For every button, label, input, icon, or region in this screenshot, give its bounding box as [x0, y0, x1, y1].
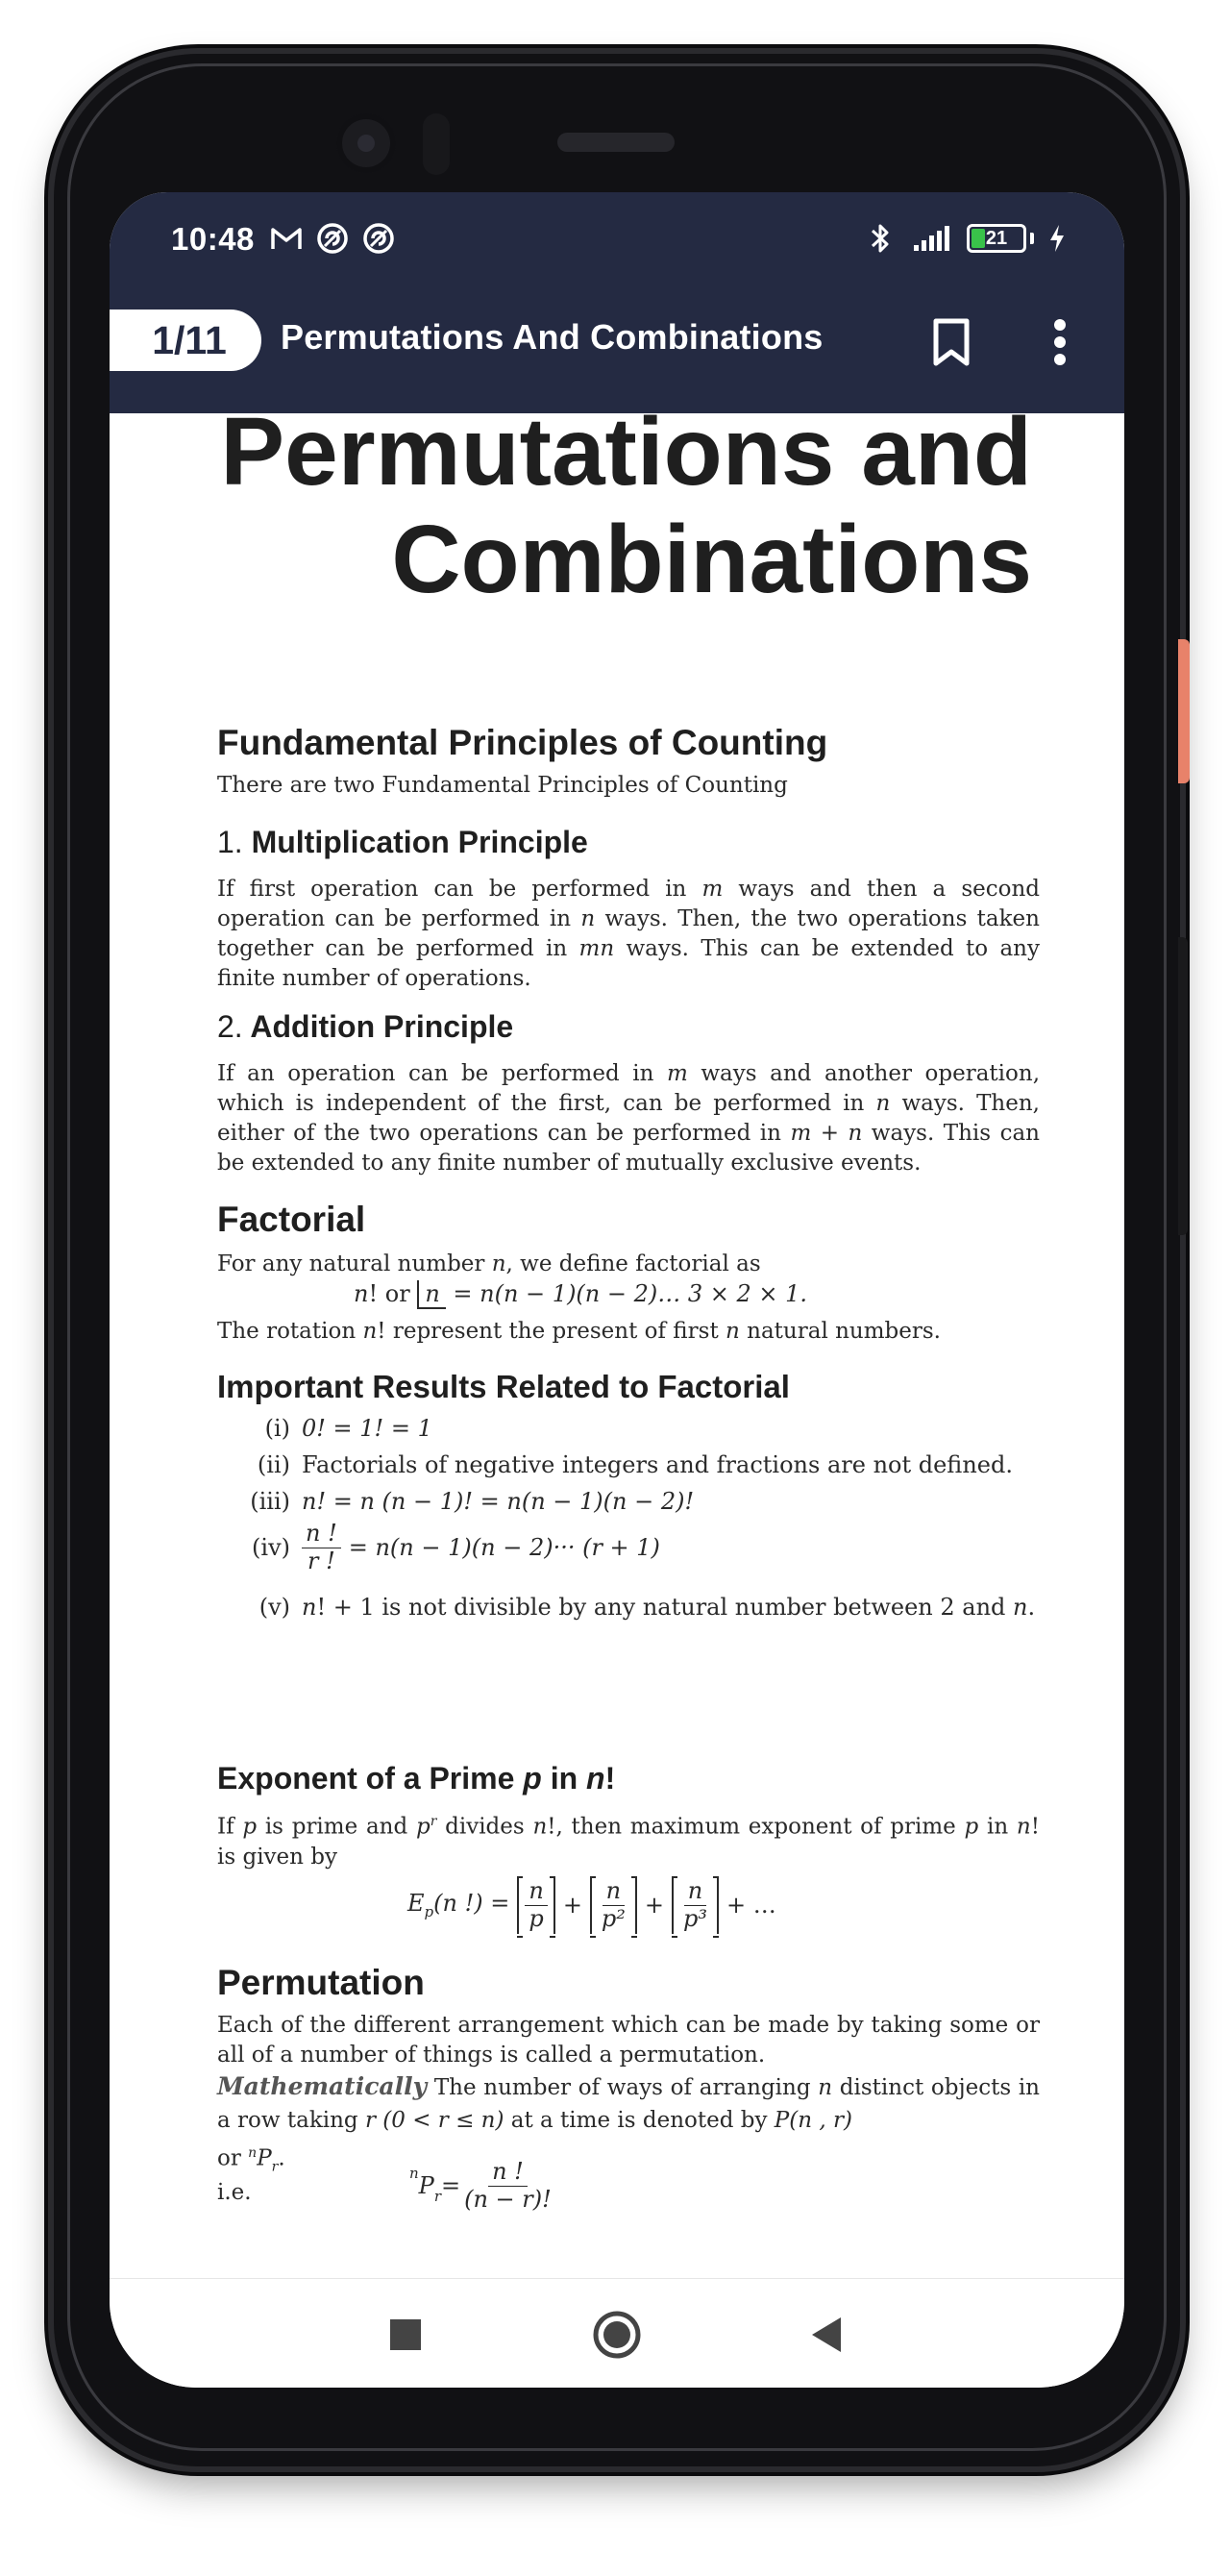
heading-permutation: Permutation	[217, 1963, 425, 2002]
back-button[interactable]	[796, 2304, 857, 2365]
result-item-2: (ii) Factorials of negative integers and fractions are not defined.	[257, 1451, 1013, 1478]
notification-icon-2	[361, 221, 396, 256]
floor-term-2: $\frac{n}{\text{p²}}$	[590, 1876, 637, 1934]
factorial-formula: n! or n = n(n − 1)(n − 2)… 3 × 2 × 1.	[354, 1280, 808, 1307]
system-navigation-bar	[110, 2278, 1124, 2388]
document-page[interactable]	[110, 413, 1124, 2278]
more-options-button[interactable]	[1038, 313, 1082, 371]
heading-addition-principle: 2. Addition Principle	[217, 1009, 514, 1044]
power-button	[1178, 639, 1190, 783]
camera-lens	[357, 135, 375, 152]
result-item-4: (iv) $\frac{n !}{r !}$ = n(n − 1)(n − 2)··· (r + 1)	[252, 1520, 660, 1574]
earpiece-speaker	[557, 133, 675, 152]
volume-button	[1178, 937, 1188, 1235]
multiplication-text: If first operation can be performed in m ways and then a second operation can be performed in n ways. Then, the two operations taken together can be performed in mn ways. This can be extended to any finite number of operations.	[217, 877, 1040, 991]
permutation-mathematically: Mathematically The number of ways of arranging n distinct objects in a row taking r (0 < r ≤ n) at a time is denoted by P(n , r) or $^nP_r$.	[217, 2072, 1040, 2175]
gmail-icon	[269, 221, 304, 256]
battery-tip	[1030, 233, 1034, 244]
addition-text: If an operation can be performed in m ways and another operation, which is independent of the first, can be performed in n ways. Then, either of the two operations can be performed in m + n ways. This can be extended to any finite number of mutually exclusive events.	[217, 1061, 1041, 1176]
document-title: Permutations And Combinations	[281, 317, 824, 357]
triangle-back-icon	[810, 2316, 843, 2354]
factorial-rotation: The rotation n! represent the present of first n natural numbers.	[217, 1319, 941, 1344]
result-item-3: (iii) n! = n (n − 1)! = n(n − 1)(n − 2)!	[250, 1488, 695, 1515]
battery-level: 21	[985, 227, 1008, 249]
recents-button[interactable]	[375, 2304, 436, 2365]
floor-term-1: $\frac{n}{p}$	[517, 1876, 554, 1934]
exponent-text: If p is prime and $p^r$ divides n!, then maximum exponent of prime p in n! is given by	[217, 1814, 1040, 1870]
more-vert-icon	[1052, 317, 1068, 367]
status-system-icons	[863, 221, 1067, 256]
permutation-formula: n P $_r$ = $\frac{n !}{(n - r)!}$	[409, 2158, 552, 2213]
status-time: 10:48	[171, 221, 255, 257]
result-item-5: (v) n! + 1 is not divisible by any natural number between 2 and n.	[258, 1594, 1036, 1621]
bookmark-icon	[932, 317, 971, 367]
heading-fundamental-principles: Fundamental Principles of Counting	[217, 723, 828, 762]
heading-exponent-of-prime: Exponent of a Prime p in n!	[217, 1761, 616, 1796]
exponent-formula: $E_p(n$ !) = $\frac{n}{p}$ + $\frac{n}{\text{p²}}$ + $\frac{n}{\text{p³}}$ + …	[407, 1876, 776, 1934]
home-button[interactable]	[586, 2304, 648, 2365]
permutation-definition: Each of the different arrangement which can be made by taking some or all of a number of things is called a permutation.	[217, 2013, 1040, 2068]
screen	[110, 192, 1124, 2388]
circle-home-icon	[592, 2310, 642, 2360]
square-recents-icon	[389, 2318, 422, 2351]
heading-multiplication-principle: 1. Multiplication Principle	[217, 825, 588, 859]
floor-term-3: $\frac{n}{\text{p³}}$	[672, 1876, 719, 1934]
fraction: $\frac{n !}{r !}$	[302, 1521, 341, 1574]
proximity-sensor	[423, 113, 450, 175]
notification-icon	[315, 221, 350, 256]
charging-icon	[1047, 221, 1067, 256]
ie-label: i.e.	[217, 2180, 252, 2205]
battery-indicator	[967, 224, 1026, 253]
fundamental-intro: There are two Fundamental Principles of Counting	[217, 773, 788, 798]
bluetooth-icon	[863, 221, 898, 256]
page-indicator[interactable]: 1/11	[110, 310, 261, 371]
result-item-1: (i) 0! = 1! = 1	[264, 1415, 432, 1442]
app-bar	[110, 192, 1124, 413]
bookmark-button[interactable]	[924, 313, 978, 371]
heading-factorial: Factorial	[217, 1200, 366, 1239]
heading-important-results: Important Results Related to Factorial	[217, 1369, 790, 1404]
chapter-title: Permutations and Combinations	[220, 413, 1032, 613]
factorial-intro: For any natural number n, we define factorial as	[217, 1251, 761, 1276]
status-notification-icons	[269, 221, 396, 256]
signal-icon	[911, 221, 953, 256]
